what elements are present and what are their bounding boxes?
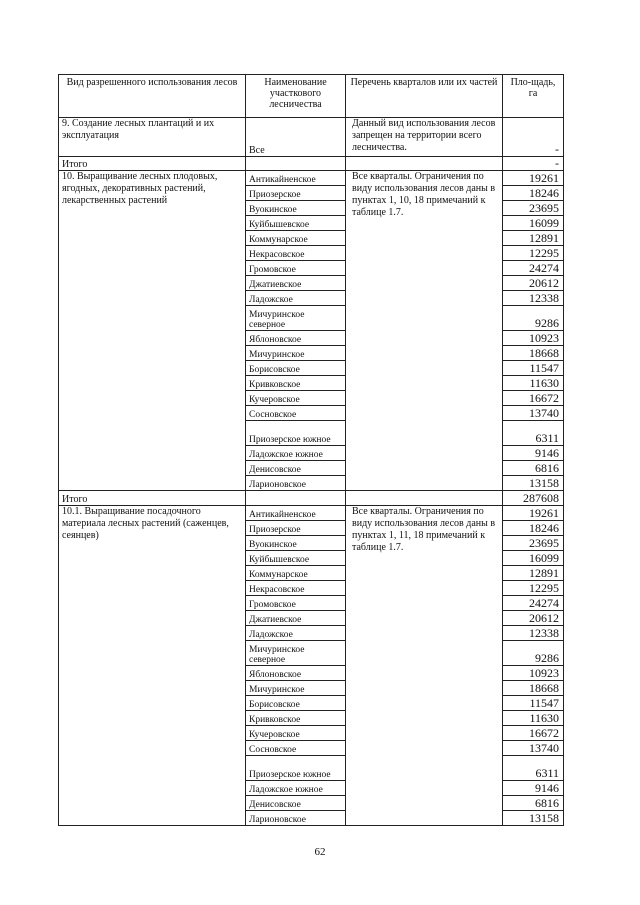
forestry-name: Денисовское [246,461,346,476]
forestry-name: Ладожское [246,626,346,641]
forestry-name: Антикайненское [246,171,346,186]
forestry-area: 18246 [503,186,564,201]
empty-cell [246,491,346,506]
forestry-name: Некрасовское [246,246,346,261]
section-10-1-activity: 10.1. Выращивание посадочного материала лесных растений (саженцев, сеянцев) [59,506,246,826]
forestry-name: Сосновское [246,741,346,756]
section-9-forestry: Все [246,118,346,157]
section-10-total-row [59,491,564,506]
forestry-name: Денисовское [246,796,346,811]
forestry-area: 11630 [503,376,564,391]
table-header-row [59,75,564,118]
forestry-name: Антикайненское [246,506,346,521]
forestry-area: 24274 [503,261,564,276]
forestry-area: 13158 [503,811,564,826]
forestry-area: 16099 [503,551,564,566]
page-number: 62 [314,846,326,858]
forestry-name: Коммунарское [246,231,346,246]
forestry-area: 10923 [503,666,564,681]
forestry-area: 12338 [503,291,564,306]
forestry-area: 6311 [503,421,564,446]
forestry-area: 11630 [503,711,564,726]
section-9-total-label: Итого [59,157,246,171]
forestry-name: Джатиевское [246,611,346,626]
forestry-name: Приозерское [246,521,346,536]
section-9-total-area: - [503,157,564,171]
section-9-activity: 9. Создание лесных плантаций и их эксплуатация [59,118,246,157]
header-area: Пло-щадь, га [503,75,564,118]
forestry-name: Приозерское южное [246,421,346,446]
header-quarters: Перечень кварталов или их частей [346,75,503,118]
forestry-name: Приозерское [246,186,346,201]
section-10-1-quarters: Все кварталы. Ограничения по виду использования лесов даны в пунктах 1, 11, 18 примечаний к таблице 1.7. [346,506,503,826]
section-9-total-row [59,157,564,171]
table-row [59,171,564,186]
forestry-name: Коммунарское [246,566,346,581]
forestry-area: 9146 [503,781,564,796]
header-activity: Вид разрешенного использования лесов [59,75,246,118]
forestry-name: Ладожское южное [246,446,346,461]
forestry-name: Кривковское [246,711,346,726]
forestry-name: Мичуринское северное [246,641,346,666]
empty-cell [346,157,503,171]
forestry-area: 6311 [503,756,564,781]
forestry-area: 6816 [503,796,564,811]
forestry-name: Громовское [246,596,346,611]
section-10-activity: 10. Выращивание лесных плодовых, ягодных, декоративных растений, лекарственных растений [59,171,246,491]
forestry-name: Ларионовское [246,811,346,826]
forestry-area: 24274 [503,596,564,611]
forestry-area: 10923 [503,331,564,346]
forestry-name: Приозерское южное [246,756,346,781]
forestry-area: 18668 [503,346,564,361]
forestry-name: Джатиевское [246,276,346,291]
forestry-area: 23695 [503,536,564,551]
forestry-name: Ладожское южное [246,781,346,796]
forestry-area: 18246 [503,521,564,536]
section-9-area: - [503,118,564,157]
section-9-quarters: Данный вид использования лесов запрещен на территории всего лесничества. [346,118,503,157]
forestry-name: Кучеровское [246,391,346,406]
forestry-name: Мичуринское [246,346,346,361]
forestry-name: Куйбышевское [246,551,346,566]
forestry-area: 11547 [503,696,564,711]
forestry-area: 18668 [503,681,564,696]
forestry-area: 9286 [503,641,564,666]
forestry-name: Сосновское [246,406,346,421]
forestry-name: Кучеровское [246,726,346,741]
forestry-area: 16672 [503,391,564,406]
table-row [59,506,564,521]
forestry-area: 6816 [503,461,564,476]
forestry-area: 13158 [503,476,564,491]
section-10-total-area: 287608 [503,491,564,506]
forestry-area: 13740 [503,741,564,756]
section-9-row [59,118,564,157]
forestry-area: 16672 [503,726,564,741]
empty-cell [246,157,346,171]
section-10-quarters: Все кварталы. Ограничения по виду использования лесов даны в пунктах 1, 10, 18 примечаний к таблице 1.7. [346,171,503,491]
forestry-name: Борисовское [246,696,346,711]
forest-use-table [58,74,564,826]
forestry-area: 12338 [503,626,564,641]
forestry-name: Кривковское [246,376,346,391]
forestry-area: 12891 [503,231,564,246]
forestry-name: Ладожское [246,291,346,306]
forestry-area: 12295 [503,246,564,261]
forestry-name: Куйбышевское [246,216,346,231]
forestry-name: Мичуринское северное [246,306,346,331]
forestry-name: Вуокинское [246,201,346,216]
forestry-area: 11547 [503,361,564,376]
forestry-area: 12891 [503,566,564,581]
empty-cell [346,491,503,506]
forestry-area: 19261 [503,506,564,521]
forestry-area: 16099 [503,216,564,231]
forestry-name: Мичуринское [246,681,346,696]
forestry-area: 23695 [503,201,564,216]
section-10-total-label: Итого [59,491,246,506]
forestry-name: Яблоновское [246,666,346,681]
forestry-area: 9286 [503,306,564,331]
forestry-name: Борисовское [246,361,346,376]
forestry-area: 13740 [503,406,564,421]
forestry-area: 12295 [503,581,564,596]
forestry-name: Некрасовское [246,581,346,596]
forestry-name: Громовское [246,261,346,276]
forestry-name: Ларионовское [246,476,346,491]
forestry-name: Вуокинское [246,536,346,551]
forestry-name: Яблоновское [246,331,346,346]
header-forestry: Наименование участкового лесничества [246,75,346,118]
forestry-area: 20612 [503,276,564,291]
forestry-area: 9146 [503,446,564,461]
forestry-area: 20612 [503,611,564,626]
forestry-area: 19261 [503,171,564,186]
